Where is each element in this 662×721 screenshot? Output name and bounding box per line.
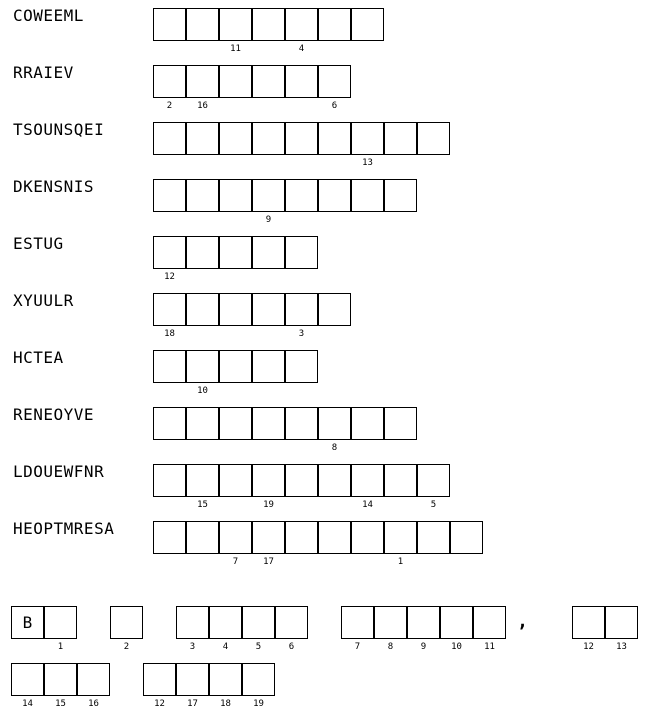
clue-row — [0, 228, 662, 282]
final-letter-box[interactable] — [77, 663, 110, 696]
final-letter-number: 15 — [55, 699, 66, 709]
letter-box[interactable] — [285, 350, 318, 383]
letter-box[interactable] — [219, 293, 252, 326]
final-letter-number: 16 — [88, 699, 99, 709]
clue-row — [0, 513, 662, 567]
letter-box[interactable] — [384, 179, 417, 212]
letter-box[interactable] — [252, 293, 285, 326]
letter-box[interactable] — [351, 122, 384, 155]
clue-row — [0, 57, 662, 111]
final-letter-number: 12 — [583, 642, 594, 652]
letter-box[interactable] — [252, 350, 285, 383]
letter-box[interactable] — [318, 122, 351, 155]
letter-box[interactable] — [351, 407, 384, 440]
letter-box[interactable] — [285, 407, 318, 440]
final-letter-box[interactable] — [473, 606, 506, 639]
letter-box[interactable] — [384, 407, 417, 440]
letter-box[interactable] — [186, 521, 219, 554]
final-letter-box[interactable] — [242, 663, 275, 696]
letter-box[interactable] — [285, 293, 318, 326]
scrambled-word: HEOPTMRESA — [13, 519, 115, 538]
letter-box[interactable] — [252, 8, 285, 41]
clue-row — [0, 456, 662, 510]
letter-box[interactable] — [318, 464, 351, 497]
final-letter-number: 1 — [57, 642, 64, 652]
letter-box[interactable] — [252, 236, 285, 269]
clue-row — [0, 114, 662, 168]
final-letter-box[interactable] — [242, 606, 275, 639]
final-letter-number: 6 — [288, 642, 295, 652]
final-letter-number: 13 — [616, 642, 627, 652]
final-letter-box[interactable] — [110, 606, 143, 639]
letter-box[interactable] — [318, 8, 351, 41]
letter-number: 7 — [232, 557, 239, 567]
final-letter-number: 19 — [253, 699, 264, 709]
letter-number: 19 — [263, 500, 274, 510]
letter-box[interactable] — [285, 236, 318, 269]
scrambled-word: RRAIEV — [13, 63, 74, 82]
final-letter-box[interactable] — [44, 663, 77, 696]
final-letter-number: 17 — [187, 699, 198, 709]
letter-box[interactable] — [153, 464, 186, 497]
letter-box[interactable] — [318, 521, 351, 554]
final-letter-number: 11 — [484, 642, 495, 652]
letter-box[interactable] — [351, 179, 384, 212]
clue-row — [0, 285, 662, 339]
final-letter-box[interactable] — [374, 606, 407, 639]
letter-box[interactable] — [219, 407, 252, 440]
final-letter-number: 12 — [154, 699, 165, 709]
letter-box[interactable] — [252, 521, 285, 554]
final-letter-box[interactable] — [176, 606, 209, 639]
letter-box[interactable] — [252, 407, 285, 440]
letter-number: 15 — [197, 500, 208, 510]
letter-box[interactable] — [153, 179, 186, 212]
final-letter-number: 5 — [255, 642, 262, 652]
letter-box[interactable] — [219, 464, 252, 497]
letter-number: 17 — [263, 557, 274, 567]
letter-box[interactable] — [384, 464, 417, 497]
clue-row — [0, 399, 662, 453]
letter-box[interactable] — [384, 521, 417, 554]
letter-box[interactable] — [153, 521, 186, 554]
final-letter-box[interactable] — [209, 663, 242, 696]
final-letter-box[interactable] — [275, 606, 308, 639]
letter-box[interactable] — [219, 521, 252, 554]
letter-box[interactable] — [186, 179, 219, 212]
letter-number: 9 — [265, 215, 272, 225]
final-letter-number: 4 — [222, 642, 229, 652]
scrambled-word: LDOUEWFNR — [13, 462, 105, 481]
letter-box[interactable] — [252, 122, 285, 155]
letter-box[interactable] — [186, 65, 219, 98]
letter-box[interactable] — [285, 122, 318, 155]
clue-row — [0, 0, 662, 54]
final-letter-box[interactable] — [176, 663, 209, 696]
letter-number: 4 — [298, 44, 305, 54]
clue-row — [0, 342, 662, 396]
scrambled-word: DKENSNIS — [13, 177, 95, 196]
final-letter-number: 18 — [220, 699, 231, 709]
letter-box[interactable] — [153, 350, 186, 383]
letter-number: 2 — [166, 101, 173, 111]
letter-box[interactable] — [219, 65, 252, 98]
letter-box[interactable] — [252, 65, 285, 98]
final-letter-number: 2 — [123, 642, 130, 652]
letter-box[interactable] — [285, 65, 318, 98]
letter-box[interactable] — [318, 293, 351, 326]
final-letter-number: 14 — [22, 699, 33, 709]
letter-box[interactable] — [318, 179, 351, 212]
letter-box[interactable] — [351, 464, 384, 497]
scrambled-word: COWEEML — [13, 6, 84, 25]
letter-box[interactable] — [153, 293, 186, 326]
letter-box[interactable] — [186, 236, 219, 269]
final-letter-number: 10 — [451, 642, 462, 652]
final-letter-box[interactable]: B — [11, 606, 44, 639]
letter-box[interactable] — [153, 8, 186, 41]
letter-box[interactable] — [417, 122, 450, 155]
letter-box[interactable] — [186, 350, 219, 383]
final-letter-number: 8 — [387, 642, 394, 652]
letter-box[interactable] — [351, 521, 384, 554]
final-letter-box[interactable] — [407, 606, 440, 639]
letter-number: 10 — [197, 386, 208, 396]
letter-number: 5 — [430, 500, 437, 510]
letter-box[interactable] — [318, 65, 351, 98]
letter-number: 8 — [331, 443, 338, 453]
final-letter-box[interactable] — [440, 606, 473, 639]
letter-number: 14 — [362, 500, 373, 510]
final-letter-box[interactable] — [143, 663, 176, 696]
letter-number: 1 — [397, 557, 404, 567]
letter-box[interactable] — [219, 8, 252, 41]
scrambled-word: HCTEA — [13, 348, 64, 367]
letter-box[interactable] — [186, 122, 219, 155]
letter-box[interactable] — [219, 236, 252, 269]
punctuation-mark: , — [517, 611, 528, 632]
scrambled-word: XYUULR — [13, 291, 74, 310]
final-letter-box[interactable] — [209, 606, 242, 639]
clue-row — [0, 171, 662, 225]
letter-box[interactable] — [285, 8, 318, 41]
letter-box[interactable] — [285, 464, 318, 497]
letter-box[interactable] — [186, 464, 219, 497]
letter-box[interactable] — [318, 407, 351, 440]
letter-number: 3 — [298, 329, 305, 339]
final-letter-box[interactable] — [605, 606, 638, 639]
final-letter-box[interactable] — [11, 663, 44, 696]
letter-box[interactable] — [252, 179, 285, 212]
letter-number: 6 — [331, 101, 338, 111]
letter-box[interactable] — [153, 65, 186, 98]
letter-box[interactable] — [450, 521, 483, 554]
final-letter-number: 3 — [189, 642, 196, 652]
letter-box[interactable] — [219, 122, 252, 155]
letter-box[interactable] — [153, 122, 186, 155]
letter-box[interactable] — [186, 8, 219, 41]
letter-box[interactable] — [219, 350, 252, 383]
letter-box[interactable] — [252, 464, 285, 497]
letter-number: 11 — [230, 44, 241, 54]
letter-number: 18 — [164, 329, 175, 339]
letter-box[interactable] — [417, 464, 450, 497]
letter-box[interactable] — [186, 407, 219, 440]
letter-number: 13 — [362, 158, 373, 168]
letter-box[interactable] — [219, 179, 252, 212]
letter-box[interactable] — [285, 521, 318, 554]
letter-box[interactable] — [417, 521, 450, 554]
letter-box[interactable] — [153, 407, 186, 440]
letter-number: 16 — [197, 101, 208, 111]
final-letter-box[interactable] — [44, 606, 77, 639]
final-letter-box[interactable] — [341, 606, 374, 639]
scrambled-word: TSOUNSQEI — [13, 120, 105, 139]
letter-box[interactable] — [384, 122, 417, 155]
letter-box[interactable] — [285, 179, 318, 212]
letter-box[interactable] — [351, 8, 384, 41]
scrambled-word: RENEOYVE — [13, 405, 95, 424]
letter-box[interactable] — [153, 236, 186, 269]
scrambled-word: ESTUG — [13, 234, 64, 253]
letter-number: 12 — [164, 272, 175, 282]
final-letter-box[interactable] — [572, 606, 605, 639]
letter-box[interactable] — [186, 293, 219, 326]
final-letter-number: 9 — [420, 642, 427, 652]
final-letter-number: 7 — [354, 642, 361, 652]
